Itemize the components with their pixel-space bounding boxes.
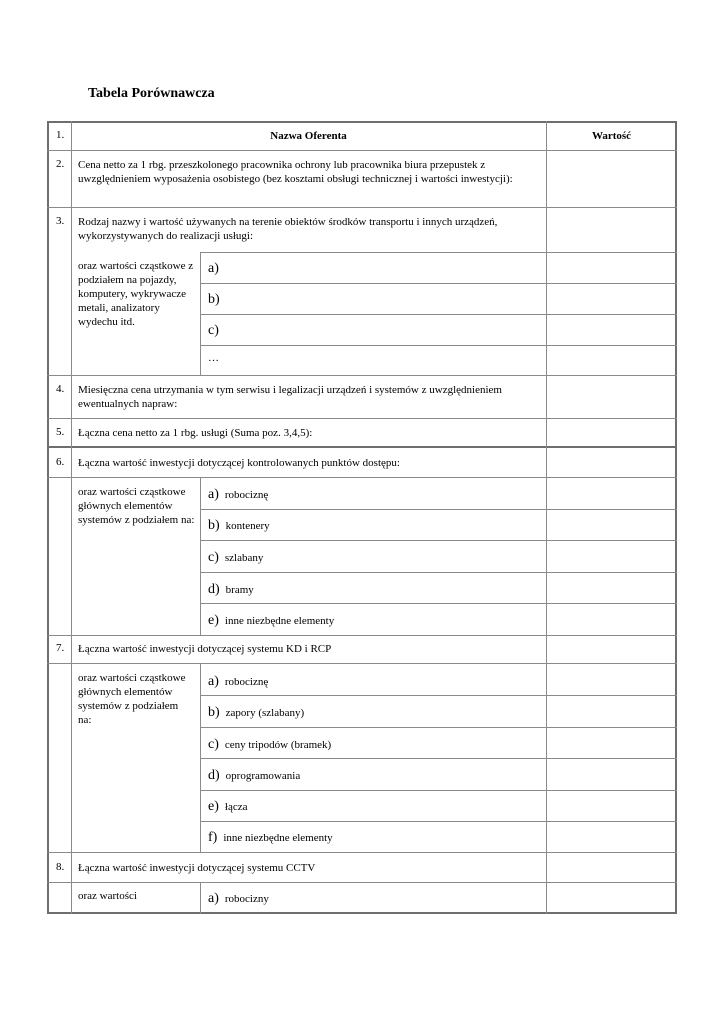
row-divider bbox=[47, 207, 677, 208]
sub-item: c) szlabany bbox=[208, 550, 264, 565]
sub-item: e) łącza bbox=[208, 799, 248, 814]
row-subnote: oraz wartości cząstkowe głównych elementów systemów z podziałem na: bbox=[78, 672, 186, 726]
row-divider bbox=[47, 635, 677, 636]
header-number: 1. bbox=[56, 129, 65, 141]
sub-item: c) bbox=[208, 323, 219, 338]
sub-item: e) inne niezbędne elementy bbox=[208, 613, 335, 628]
column-divider bbox=[546, 121, 547, 914]
column-divider bbox=[200, 882, 201, 914]
sub-item: d) oprogramowania bbox=[208, 768, 301, 783]
header-value: Wartość bbox=[591, 130, 632, 142]
row-description: Łączna wartość inwestycji dotyczącej systemu KD i RCP bbox=[78, 643, 332, 655]
row-divider bbox=[200, 790, 677, 791]
row-divider bbox=[47, 852, 677, 853]
row-number: 4. bbox=[56, 383, 65, 395]
row-divider bbox=[200, 758, 677, 759]
sub-item: c) ceny tripodów (bramek) bbox=[208, 737, 332, 752]
sub-item: d) bramy bbox=[208, 582, 254, 597]
row-number: 2. bbox=[56, 158, 65, 170]
row-divider bbox=[47, 446, 677, 448]
row-divider bbox=[47, 477, 677, 478]
row-description: Łączna cena netto za 1 rbg. usługi (Suma poz. 3,4,5): bbox=[78, 427, 313, 439]
row-divider bbox=[200, 283, 677, 284]
sub-item: b) bbox=[208, 292, 220, 307]
column-divider bbox=[200, 477, 201, 635]
row-divider bbox=[200, 509, 677, 510]
row-description: Cena netto za 1 rbg. przeszkolonego pracownika ochrony lub pracownika biura przepustek z uwzględnieniem wyposażenia osobistego (bez kosztami obsługi technicznej i wartości inwestycji): bbox=[78, 159, 513, 185]
row-number: 7. bbox=[56, 642, 65, 654]
sub-item: b) kontenery bbox=[208, 518, 270, 533]
row-divider bbox=[200, 540, 677, 541]
page-title: Tabela Porównawcza bbox=[88, 86, 215, 101]
sub-item: … bbox=[208, 352, 219, 364]
row-divider bbox=[200, 572, 677, 573]
row-number: 3. bbox=[56, 215, 65, 227]
header-name: Nazwa Oferenta bbox=[270, 130, 347, 142]
row-description: Łączna wartość inwestycji dotyczącej systemu CCTV bbox=[78, 862, 316, 874]
row-number: 8. bbox=[56, 861, 65, 873]
row-divider bbox=[47, 663, 677, 664]
row-number: 6. bbox=[56, 456, 65, 468]
row-divider bbox=[200, 252, 677, 253]
row-divider bbox=[200, 345, 677, 346]
row-divider bbox=[47, 375, 677, 376]
column-divider bbox=[71, 121, 72, 914]
row-divider bbox=[47, 882, 677, 883]
sub-item: b) zapory (szlabany) bbox=[208, 705, 305, 720]
column-divider bbox=[200, 663, 201, 852]
sub-item: a) robociznę bbox=[208, 487, 269, 502]
sub-item: a) robociznę bbox=[208, 674, 269, 689]
row-description: Miesięczna cena utrzymania w tym serwisu i legalizacji urządzeń i systemów z uwzględnieniem ewentualnych napraw: bbox=[78, 384, 502, 410]
row-divider bbox=[200, 727, 677, 728]
row-description: Łączna wartość inwestycji dotyczącej kontrolowanych punktów dostępu: bbox=[78, 457, 400, 469]
row-divider bbox=[200, 821, 677, 822]
row-divider bbox=[200, 314, 677, 315]
column-divider bbox=[200, 252, 201, 375]
row-divider bbox=[47, 418, 677, 419]
row-subnote: oraz wartości cząstkowe z podziałem na pojazdy, komputery, wykrywacze metali, analizatory wydechu itd. bbox=[78, 260, 194, 328]
row-number: 5. bbox=[56, 426, 65, 438]
row-subnote: oraz wartości bbox=[78, 890, 137, 902]
sub-item: a) robocizny bbox=[208, 891, 269, 906]
row-divider bbox=[47, 150, 677, 151]
row-subnote: oraz wartości cząstkowe głównych elementów systemów z podziałem na: bbox=[78, 486, 195, 526]
row-divider bbox=[200, 603, 677, 604]
sub-item: a) bbox=[208, 261, 219, 276]
sub-item: f) inne niezbędne elementy bbox=[208, 830, 333, 845]
row-description: Rodzaj nazwy i wartość używanych na terenie obiektów środków transportu i innych urządzeń, wykorzystywanych do realizacji usługi: bbox=[78, 216, 498, 242]
row-divider bbox=[200, 695, 677, 696]
